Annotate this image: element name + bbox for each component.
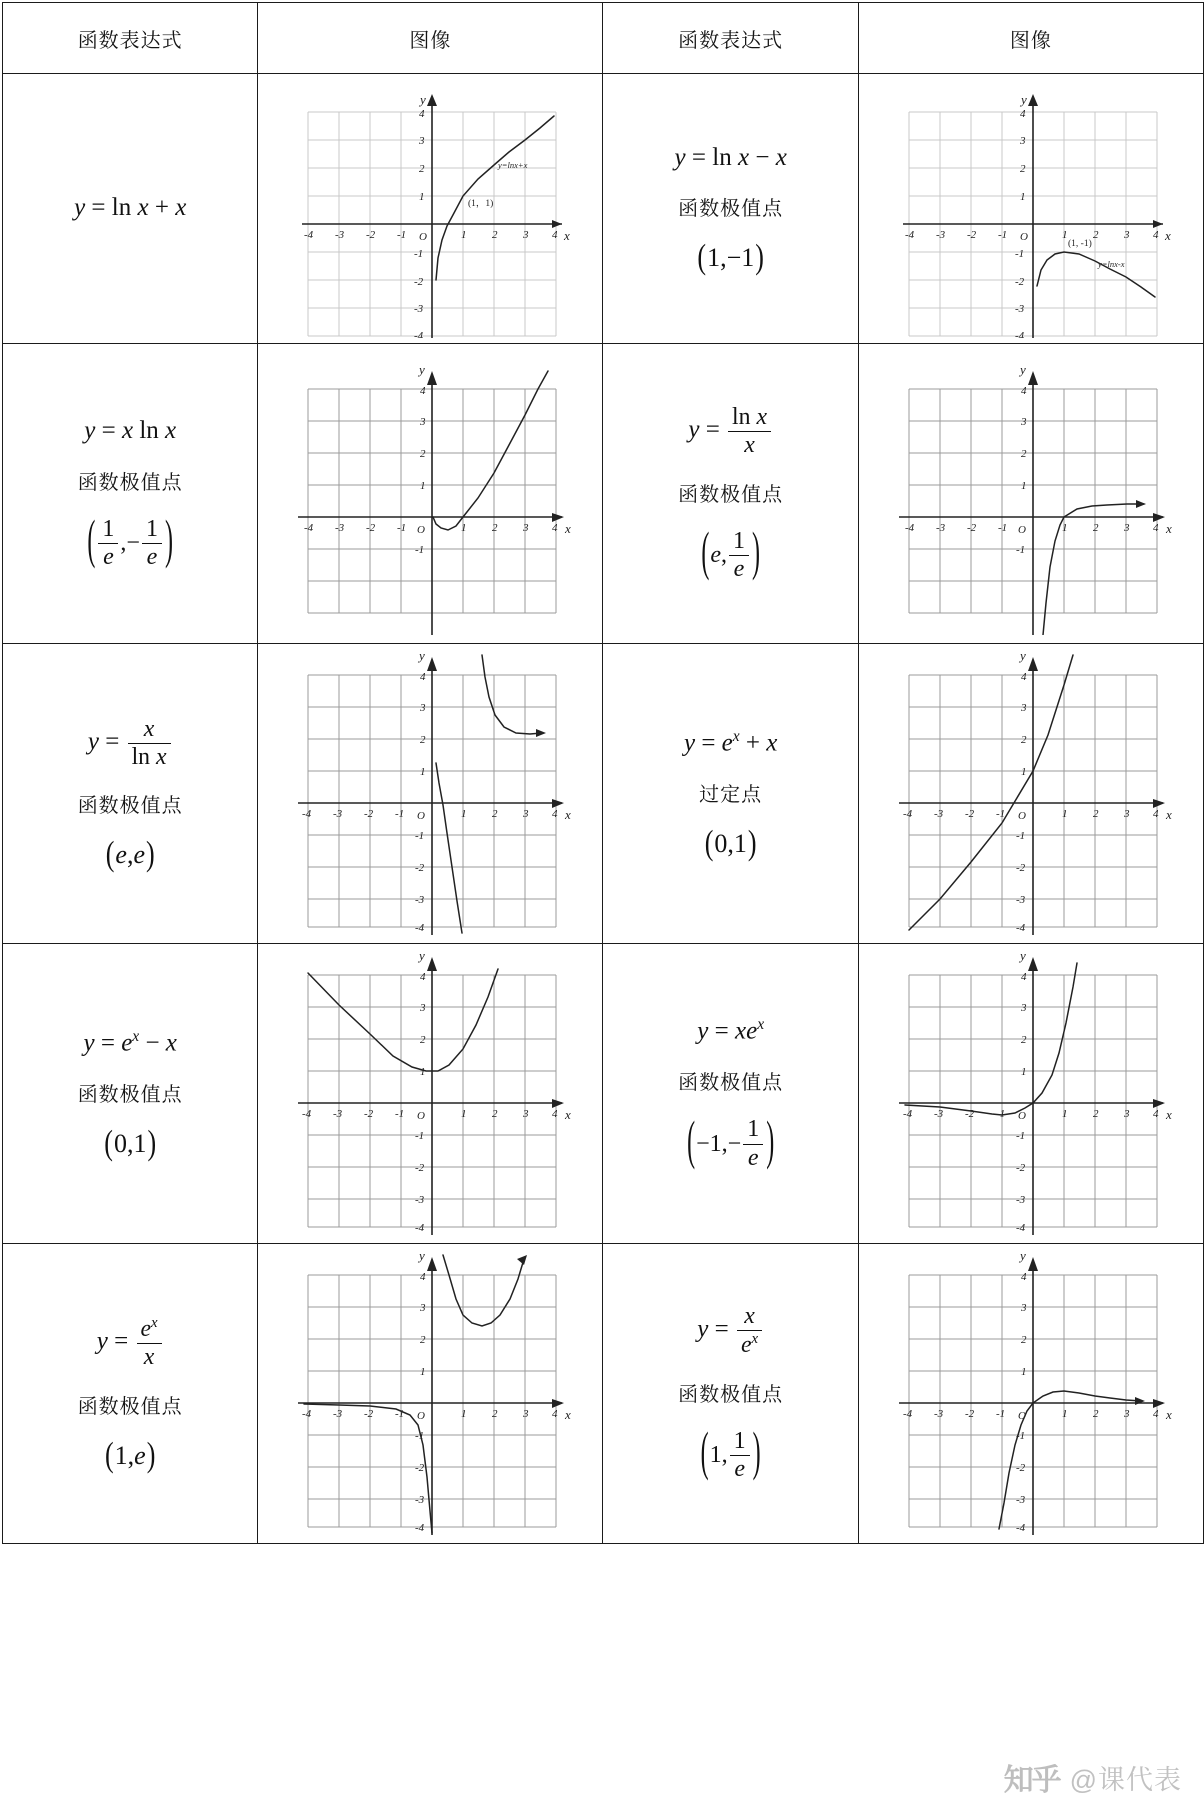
svg-text:4: 4 <box>420 1270 426 1283</box>
svg-text:-1: -1 <box>397 228 407 241</box>
svg-text:O: O <box>1017 1409 1026 1422</box>
svg-text:1: 1 <box>1020 765 1027 778</box>
point-e-pow-x-plus-x: (0,1) <box>704 822 757 862</box>
svg-text:y: y <box>419 361 426 377</box>
svg-text:-3: -3 <box>333 1107 343 1120</box>
cell-expr-x-e-pow-x <box>603 944 858 1244</box>
svg-text:1: 1 <box>420 1065 426 1078</box>
svg-text:2: 2 <box>492 521 498 534</box>
svg-text:x: x <box>564 227 571 243</box>
svg-text:y: y <box>419 952 426 963</box>
svg-text:1: 1 <box>1061 521 1068 534</box>
svg-text:3: 3 <box>419 134 425 147</box>
svg-text:O: O <box>1019 230 1028 243</box>
svg-text:3: 3 <box>523 228 529 241</box>
svg-text:3: 3 <box>1123 521 1130 534</box>
cell-graph-ln-x-over-x <box>858 344 1203 644</box>
watermark-logo: 知乎 <box>1003 1764 1060 1797</box>
svg-text:-3: -3 <box>415 1193 425 1206</box>
svg-text:-4: -4 <box>902 1107 913 1120</box>
graph-ln-x-plus-x <box>286 80 574 338</box>
svg-text:1: 1 <box>1061 1407 1068 1420</box>
curve-label: y=lnx-x <box>1097 258 1125 269</box>
svg-text:1: 1 <box>420 479 426 492</box>
svg-text:-1: -1 <box>995 1107 1006 1120</box>
svg-text:O: O <box>417 1109 426 1122</box>
svg-text:-3: -3 <box>933 807 944 820</box>
svg-text:2: 2 <box>420 1333 426 1346</box>
svg-text:O: O <box>417 1409 426 1422</box>
svg-text:4: 4 <box>419 107 425 120</box>
svg-text:1: 1 <box>461 1407 467 1420</box>
svg-text:4: 4 <box>552 521 558 534</box>
svg-text:3: 3 <box>523 807 529 820</box>
note-extremum-2: 函数极值点 <box>77 471 183 494</box>
svg-text:3: 3 <box>1020 701 1027 714</box>
svg-text:-3: -3 <box>1015 1193 1026 1206</box>
svg-text:-4: -4 <box>902 1407 913 1420</box>
svg-text:-1: -1 <box>995 807 1006 820</box>
svg-text:3: 3 <box>1020 1301 1027 1314</box>
svg-text:y: y <box>1020 91 1027 107</box>
svg-text:3: 3 <box>1019 134 1026 147</box>
svg-text:-2: -2 <box>366 228 376 241</box>
table-row <box>3 944 1204 1244</box>
svg-text:y: y <box>1019 1252 1026 1263</box>
table-row <box>3 1244 1204 1544</box>
note-extremum-6: 函数极值点 <box>678 1072 784 1095</box>
svg-text:3: 3 <box>1123 807 1130 820</box>
point-label: (1，1) <box>468 198 494 209</box>
svg-text:-2: -2 <box>415 1161 425 1174</box>
svg-text:-2: -2 <box>414 275 424 288</box>
svg-text:-2: -2 <box>1015 1161 1026 1174</box>
svg-text:2: 2 <box>1092 807 1099 820</box>
svg-text:4: 4 <box>552 228 558 241</box>
graph-ln-x-minus-x <box>887 80 1175 338</box>
svg-text:1: 1 <box>1020 1065 1027 1078</box>
svg-text:O: O <box>417 809 426 822</box>
svg-text:1: 1 <box>420 765 426 778</box>
svg-text:4: 4 <box>1020 670 1027 683</box>
svg-text:1: 1 <box>1061 1107 1068 1120</box>
svg-text:1: 1 <box>461 807 467 820</box>
svg-text:-3: -3 <box>935 228 946 241</box>
graph-x-e-pow-x <box>887 953 1175 1235</box>
svg-text:2: 2 <box>1019 162 1026 175</box>
svg-text:-3: -3 <box>1015 1493 1026 1506</box>
svg-text:3: 3 <box>420 1001 426 1014</box>
formula-e-pow-x-plus-x: $y = e^x + x$ <box>683 727 778 757</box>
svg-text:2: 2 <box>1092 1407 1099 1420</box>
graph-e-pow-x-plus-x <box>887 653 1175 935</box>
svg-text:-1: -1 <box>395 1407 405 1420</box>
svg-text:1: 1 <box>1061 807 1068 820</box>
svg-text:x: x <box>565 806 572 822</box>
cell-graph-x-over-ln-x <box>258 644 603 944</box>
svg-text:2: 2 <box>1092 228 1099 241</box>
svg-text:3: 3 <box>523 1407 529 1420</box>
svg-text:1: 1 <box>419 190 425 203</box>
formula-e-pow-x-minus-x: $y = e^x - x$ <box>83 1027 177 1057</box>
svg-text:O: O <box>417 523 426 536</box>
svg-text:-2: -2 <box>1015 861 1026 874</box>
svg-text:4: 4 <box>552 1407 558 1420</box>
svg-text:O: O <box>1017 523 1026 536</box>
curve-label: y=lnx+x <box>498 159 528 170</box>
svg-text:-4: -4 <box>1014 329 1025 338</box>
svg-text:-2: -2 <box>964 807 975 820</box>
svg-text:4: 4 <box>420 970 426 983</box>
svg-text:-1: -1 <box>1015 543 1026 556</box>
note-extremum-4: 函数极值点 <box>77 795 183 818</box>
point-x-over-e-pow-x: ( 1, $\frac{1}{e}$ ) <box>700 1424 761 1484</box>
svg-text:3: 3 <box>420 415 426 428</box>
svg-text:-2: -2 <box>966 228 977 241</box>
formula-ln-x-over-x: y = $\frac{\text{ln x}}{x}$ <box>688 405 773 458</box>
svg-text:-2: -2 <box>415 861 425 874</box>
svg-text:4: 4 <box>1020 970 1027 983</box>
svg-text:-1: -1 <box>997 228 1008 241</box>
graph-e-pow-x-over-x <box>286 1253 574 1535</box>
svg-text:2: 2 <box>492 228 498 241</box>
svg-text:-2: -2 <box>415 1461 425 1474</box>
svg-text:x: x <box>565 1106 572 1122</box>
graph-x-over-ln-x <box>286 653 574 935</box>
svg-text:4: 4 <box>420 670 426 683</box>
svg-text:y: y <box>1019 361 1026 377</box>
cell-graph-e-pow-x-plus-x <box>858 644 1203 944</box>
svg-text:3: 3 <box>1123 1407 1130 1420</box>
svg-text:4: 4 <box>1019 107 1026 120</box>
table-row <box>3 344 1204 644</box>
svg-text:2: 2 <box>1020 1333 1027 1346</box>
svg-text:x: x <box>1164 227 1171 243</box>
svg-text:3: 3 <box>523 521 529 534</box>
point-e-pow-x-minus-x: (0,1) <box>104 1122 157 1162</box>
formula-x-over-ln-x: y = $\frac{x}{\text{ln x}}$ <box>88 717 173 770</box>
note-extremum-5: 函数极值点 <box>77 1084 183 1107</box>
svg-text:-1: -1 <box>397 521 407 534</box>
svg-text:1: 1 <box>461 521 467 534</box>
svg-text:-4: -4 <box>1015 1221 1026 1234</box>
svg-text:-4: -4 <box>904 521 915 534</box>
svg-text:-2: -2 <box>1014 275 1025 288</box>
svg-text:2: 2 <box>492 807 498 820</box>
svg-text:-4: -4 <box>302 1107 312 1120</box>
svg-text:3: 3 <box>523 1107 529 1120</box>
point-x-over-ln-x: (e,e) <box>105 834 155 874</box>
svg-text:-4: -4 <box>304 521 314 534</box>
cell-expr-ln-x-plus-x <box>3 74 258 344</box>
page-root <box>0 2 1204 1815</box>
table-header-row <box>3 3 1204 74</box>
svg-text:4: 4 <box>552 1107 558 1120</box>
svg-text:-4: -4 <box>1015 1521 1026 1534</box>
svg-text:x: x <box>565 520 572 536</box>
svg-text:3: 3 <box>1020 415 1027 428</box>
graph-x-over-e-pow-x <box>887 1253 1175 1535</box>
svg-text:-2: -2 <box>366 521 376 534</box>
cell-expr-e-pow-x-over-x <box>3 1244 258 1544</box>
svg-text:-3: -3 <box>415 893 425 906</box>
formula-x-e-pow-x: $y = xe^x$ <box>697 1016 765 1045</box>
formula-e-pow-x-over-x: y = $\frac{e^x}{x}$ <box>97 1316 164 1370</box>
point-label: (1, -1) <box>1067 238 1092 249</box>
watermark <box>1004 1755 1182 1799</box>
cell-graph-x-over-e-pow-x <box>858 1244 1203 1544</box>
svg-text:4: 4 <box>1152 521 1159 534</box>
svg-text:-3: -3 <box>415 1493 425 1506</box>
svg-text:-3: -3 <box>335 228 345 241</box>
svg-text:O: O <box>1017 1109 1026 1122</box>
note-extremum-8: 函数极值点 <box>678 1384 784 1407</box>
svg-text:3: 3 <box>420 1301 426 1314</box>
graph-ln-x-over-x <box>887 353 1175 635</box>
svg-text:-3: -3 <box>933 1107 944 1120</box>
svg-text:2: 2 <box>1092 1107 1099 1120</box>
svg-text:2: 2 <box>492 1407 498 1420</box>
svg-text:x: x <box>1165 520 1172 536</box>
svg-text:-2: -2 <box>364 807 374 820</box>
svg-text:4: 4 <box>1152 1407 1159 1420</box>
cell-expr-ln-x-minus-x <box>603 74 858 344</box>
watermark-text: @课代表 <box>1069 1764 1182 1795</box>
svg-text:-3: -3 <box>414 302 424 315</box>
formula-ln-x-minus-x: y = ln x − x <box>674 143 787 171</box>
cell-expr-x-over-e-pow-x <box>603 1244 858 1544</box>
svg-text:1: 1 <box>1061 228 1068 241</box>
svg-text:-4: -4 <box>415 1221 425 1234</box>
svg-text:1: 1 <box>1019 190 1026 203</box>
svg-text:x: x <box>1165 806 1172 822</box>
svg-text:3: 3 <box>1020 1001 1027 1014</box>
point-x-e-pow-x: ( −1,− $\frac{1}{e}$ ) <box>687 1112 775 1172</box>
svg-text:-1: -1 <box>997 521 1008 534</box>
svg-text:y: y <box>419 1252 426 1263</box>
svg-text:-3: -3 <box>935 521 946 534</box>
formula-ln-x-plus-x: y = ln x + x <box>74 194 187 222</box>
svg-text:x: x <box>1165 1406 1172 1422</box>
svg-text:y: y <box>1019 952 1026 963</box>
cell-expr-e-pow-x-minus-x <box>3 944 258 1244</box>
svg-text:-3: -3 <box>1014 302 1025 315</box>
table-row <box>3 644 1204 944</box>
point-e-pow-x-over-x: (1,e) <box>104 1434 156 1474</box>
svg-text:4: 4 <box>1152 807 1159 820</box>
svg-text:1: 1 <box>1020 1365 1027 1378</box>
svg-text:2: 2 <box>1020 1033 1027 1046</box>
svg-text:-1: -1 <box>415 543 425 556</box>
svg-text:4: 4 <box>420 384 426 397</box>
svg-text:y: y <box>419 652 426 663</box>
note-extremum-7: 函数极值点 <box>77 1395 183 1418</box>
svg-text:-3: -3 <box>333 807 343 820</box>
svg-text:-2: -2 <box>1015 1461 1026 1474</box>
svg-text:4: 4 <box>552 807 558 820</box>
cell-graph-ln-x-plus-x <box>258 74 603 344</box>
svg-text:2: 2 <box>1020 733 1027 746</box>
graph-x-ln-x <box>286 353 574 635</box>
function-graph-table <box>2 2 1204 1544</box>
svg-text:-1: -1 <box>415 829 425 842</box>
point-x-ln-x: ( $\frac{1}{e}$ ,− $\frac{1}{e}$ ) <box>87 512 173 571</box>
svg-text:2: 2 <box>1092 521 1099 534</box>
svg-text:-4: -4 <box>904 228 915 241</box>
point-ln-x-over-x: ( e , $\frac{1}{e}$ ) <box>701 524 760 583</box>
note-extremum-1: 函数极值点 <box>678 198 784 221</box>
graph-e-pow-x-minus-x <box>286 953 574 1235</box>
svg-text:-1: -1 <box>995 1407 1006 1420</box>
svg-text:1: 1 <box>461 228 467 241</box>
note-fixed-point: 过定点 <box>699 784 763 807</box>
svg-text:x: x <box>565 1406 572 1422</box>
point-ln-x-minus-x: (1,−1) <box>697 237 764 277</box>
formula-x-ln-x: y = x ln x <box>84 416 177 444</box>
svg-text:-4: -4 <box>1015 921 1026 934</box>
header-expr-2: 函数表达式 <box>603 3 858 74</box>
svg-text:-2: -2 <box>966 521 977 534</box>
svg-text:1: 1 <box>1020 479 1027 492</box>
svg-text:-1: -1 <box>1014 247 1025 260</box>
svg-text:-4: -4 <box>414 329 424 338</box>
cell-graph-e-pow-x-minus-x <box>258 944 603 1244</box>
svg-text:2: 2 <box>420 1033 426 1046</box>
svg-text:-1: -1 <box>1015 829 1026 842</box>
table-row <box>3 74 1204 344</box>
cell-expr-x-over-ln-x <box>3 644 258 944</box>
svg-text:-3: -3 <box>1015 893 1026 906</box>
svg-text:2: 2 <box>1020 447 1027 460</box>
svg-text:-4: -4 <box>902 807 913 820</box>
svg-text:y: y <box>1019 652 1026 663</box>
svg-text:x: x <box>1165 1106 1172 1122</box>
svg-text:-2: -2 <box>964 1407 975 1420</box>
svg-text:O: O <box>419 230 428 243</box>
svg-text:-4: -4 <box>415 1521 425 1534</box>
svg-text:-1: -1 <box>395 1107 405 1120</box>
svg-text:4: 4 <box>1020 384 1027 397</box>
header-graph-2: 图像 <box>858 3 1203 74</box>
svg-text:2: 2 <box>492 1107 498 1120</box>
cell-expr-e-pow-x-plus-x <box>603 644 858 944</box>
svg-text:-3: -3 <box>335 521 345 534</box>
cell-graph-x-e-pow-x <box>858 944 1203 1244</box>
cell-graph-x-ln-x <box>258 344 603 644</box>
cell-graph-e-pow-x-over-x <box>258 1244 603 1544</box>
svg-text:2: 2 <box>420 733 426 746</box>
svg-text:-1: -1 <box>415 1429 425 1442</box>
svg-text:O: O <box>1017 809 1026 822</box>
svg-text:-3: -3 <box>933 1407 944 1420</box>
header-graph-1: 图像 <box>258 3 603 74</box>
svg-text:1: 1 <box>461 1107 467 1120</box>
svg-text:-1: -1 <box>1015 1429 1026 1442</box>
svg-text:3: 3 <box>1123 1107 1130 1120</box>
formula-x-over-e-pow-x: y = $\frac{x}{e^x}$ <box>697 1304 764 1358</box>
cell-expr-ln-x-over-x <box>603 344 858 644</box>
svg-text:2: 2 <box>420 447 426 460</box>
svg-text:3: 3 <box>420 701 426 714</box>
svg-text:2: 2 <box>419 162 425 175</box>
header-expr-1: 函数表达式 <box>3 3 258 74</box>
cell-graph-ln-x-minus-x <box>858 74 1203 344</box>
svg-text:-4: -4 <box>302 1407 312 1420</box>
svg-text:4: 4 <box>1152 1107 1159 1120</box>
svg-text:-2: -2 <box>964 1107 975 1120</box>
svg-text:-2: -2 <box>364 1107 374 1120</box>
svg-text:4: 4 <box>1020 1270 1027 1283</box>
svg-text:-3: -3 <box>333 1407 343 1420</box>
svg-text:-1: -1 <box>395 807 405 820</box>
svg-text:-4: -4 <box>415 921 425 934</box>
svg-text:-1: -1 <box>415 1129 425 1142</box>
svg-text:-2: -2 <box>364 1407 374 1420</box>
svg-text:4: 4 <box>1152 228 1159 241</box>
note-extremum-3: 函数极值点 <box>678 483 784 506</box>
svg-text:y: y <box>420 91 427 107</box>
svg-text:-1: -1 <box>414 247 424 260</box>
svg-text:1: 1 <box>420 1365 426 1378</box>
svg-text:-4: -4 <box>304 228 314 241</box>
cell-expr-x-ln-x <box>3 344 258 644</box>
svg-text:3: 3 <box>1123 228 1130 241</box>
svg-text:-1: -1 <box>1015 1129 1026 1142</box>
svg-text:-4: -4 <box>302 807 312 820</box>
